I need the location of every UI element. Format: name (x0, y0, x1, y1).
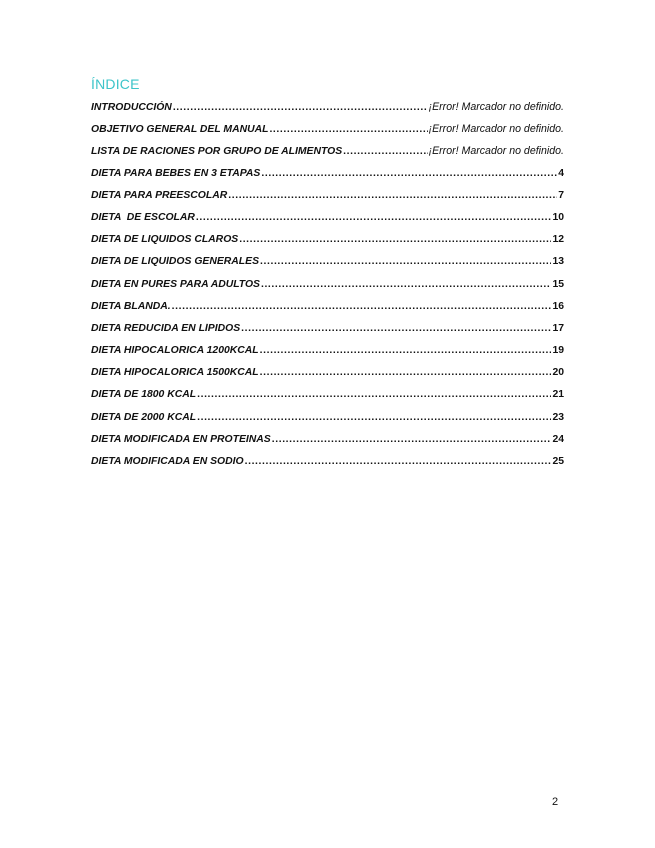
toc-dot-leader (196, 212, 552, 223)
toc-entry-dieta-modificada-proteinas[interactable] (91, 434, 564, 456)
toc-entry-dieta-hipocalorica-1200[interactable] (91, 345, 564, 367)
toc-entry-lista-raciones[interactable] (91, 145, 564, 167)
toc-entry-dieta-modificada-sodio[interactable] (91, 456, 564, 478)
toc-entry-title: DIETA HIPOCALORICA 1200KCAL (91, 345, 259, 357)
toc-entry-page: 15 (552, 278, 564, 290)
toc-entry-dieta-pures-adultos[interactable] (91, 279, 564, 301)
toc-dot-leader (269, 124, 427, 135)
toc-entry-title: DIETA HIPOCALORICA 1500KCAL (91, 367, 259, 379)
toc-heading: ÍNDICE (91, 76, 140, 92)
toc-dot-leader (260, 256, 551, 267)
toc-entry-dieta-blanda[interactable] (91, 301, 564, 323)
toc-dot-leader (261, 168, 557, 179)
toc-entry-title: DIETA DE LIQUÍDOS GENERALES (91, 256, 259, 268)
toc-dot-leader (272, 434, 552, 445)
toc-entry-title: DIETA DE 2000 KCAL (91, 411, 197, 423)
toc-entry-page: ¡Error! Marcador no definido. (428, 145, 564, 158)
toc-dot-leader (241, 323, 551, 334)
toc-entry-page: ¡Error! Marcador no definido. (428, 123, 564, 136)
toc-entry-dieta-bebes[interactable] (91, 168, 564, 190)
toc-entry-dieta-liquidos-claros[interactable] (91, 234, 564, 256)
toc-dot-leader (172, 301, 552, 312)
toc-entry-title: DIETA BLANDA. (91, 300, 171, 312)
toc-entry-page: 24 (552, 433, 564, 445)
toc-dot-leader (260, 367, 552, 378)
toc-entry-title: LISTA DE RACIONES POR GRUPO DE ALIMENTOS (91, 146, 343, 158)
toc-dot-leader (197, 412, 551, 423)
toc-entry-title: OBJETIVO GENERAL DEL MANUAL (91, 124, 269, 136)
toc-entry-page: 7 (558, 189, 564, 201)
toc-entry-introduccion[interactable] (91, 101, 564, 123)
toc-entry-title: DIETA DE 1800 KCAL (91, 389, 197, 401)
toc-entry-dieta-2000[interactable] (91, 412, 564, 434)
toc-dot-leader (197, 389, 551, 400)
toc-entry-page: 23 (552, 411, 564, 423)
table-of-contents (91, 101, 564, 478)
toc-entry-dieta-hipocalorica-1500[interactable] (91, 367, 564, 389)
toc-entry-title: DIETA PARA PREESCOLAR (91, 189, 228, 201)
toc-entry-page: 17 (552, 322, 564, 334)
toc-entry-title: DIETA MODIFICADA EN PROTEINAS (91, 433, 271, 445)
toc-dot-leader (343, 146, 427, 157)
toc-entry-title: DIETA REDUCIDA EN LÍPIDOS (91, 322, 241, 334)
toc-dot-leader (228, 190, 557, 201)
toc-entry-page: 19 (552, 345, 564, 357)
toc-entry-dieta-reducida-lipidos[interactable] (91, 323, 564, 345)
toc-entry-page: 12 (552, 234, 564, 246)
toc-dot-leader (173, 102, 428, 113)
toc-entry-page: 21 (552, 389, 564, 401)
toc-entry-page: 20 (552, 367, 564, 379)
toc-entry-dieta-1800[interactable] (91, 389, 564, 411)
toc-entry-title: DIETA PARA BEBES EN 3 ETAPAS (91, 167, 261, 179)
toc-entry-page: 13 (552, 256, 564, 268)
toc-entry-objetivo-general[interactable] (91, 123, 564, 145)
toc-entry-title: INTRODUCCIÓN (91, 102, 172, 113)
toc-entry-dieta-liquidos-generales[interactable] (91, 256, 564, 278)
toc-entry-dieta-escolar[interactable] (91, 212, 564, 234)
toc-entry-title: DIETA MODIFICADA EN SODIO (91, 456, 244, 467)
toc-entry-page: 16 (552, 300, 564, 312)
toc-entry-page: ¡Error! Marcador no definido. (428, 101, 564, 113)
toc-entry-page: 25 (552, 456, 564, 467)
toc-entry-page: 10 (552, 211, 564, 223)
toc-entry-page: 4 (558, 167, 564, 179)
toc-dot-leader (261, 279, 551, 290)
toc-entry-title: DIETA DE ESCOLAR (91, 211, 195, 223)
toc-dot-leader (260, 345, 552, 356)
page-number: 2 (552, 796, 559, 808)
toc-entry-title: DIETA DE LIQUIDOS CLAROS (91, 234, 239, 246)
toc-entry-dieta-preescolar[interactable] (91, 190, 564, 212)
toc-dot-leader (239, 234, 551, 245)
toc-dot-leader (245, 456, 552, 467)
toc-entry-title: DIETA EN PURES PARA ADULTOS (91, 278, 260, 290)
